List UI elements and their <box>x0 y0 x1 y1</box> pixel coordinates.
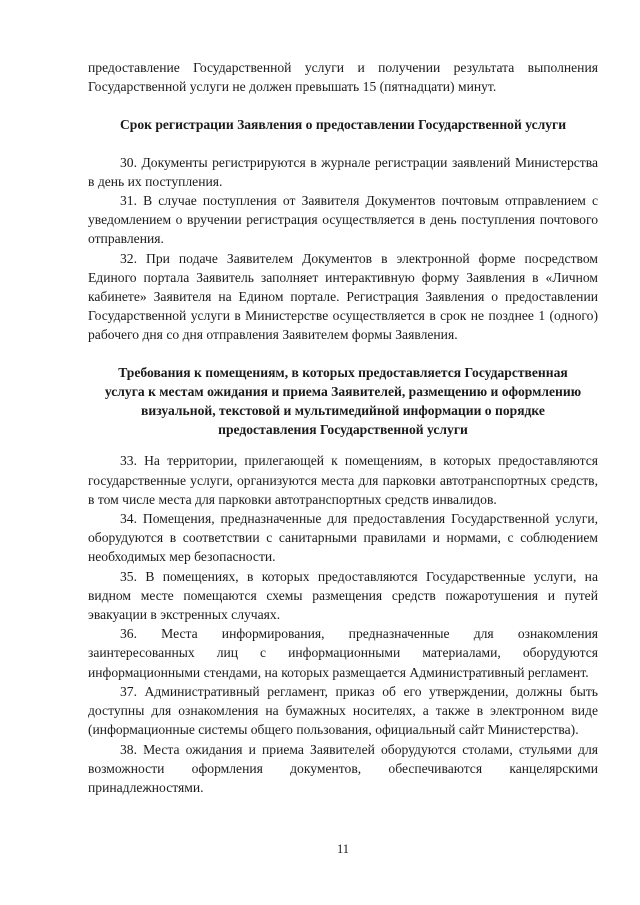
section-heading-registration-term: Срок регистрации Заявления о предоставлении Государственной услуги <box>119 117 567 133</box>
paragraph-32: 32. При подаче Заявителем Документов в электронной форме посредством Единого портала Заявитель заполняет интерактивную форму Заявления в «Личном кабинете» Заявителя на Едином портале. Регистрация Заявления о предоставлении Государственной услуги в Министерстве осуществляется в срок не позднее 1 (одного) рабочего дня со дня отправления Заявителем формы Заявления. <box>88 250 598 343</box>
section-heading-premises-requirements: Требования к помещениям, в которых предоставляется Государственная услуга к местам ожидания и приема Заявителей, размещению и оформлению визуальной, текстовой и мультимедийной информации о порядке предоставления Государственной услуги <box>104 364 582 438</box>
paragraph-34: 34. Помещения, предназначенные для предоставления Государственной услуги, оборудуются в соответствии с санитарными правилами и нормами, с соблюдением необходимых мер безопасности. <box>88 511 598 565</box>
intro-continuation-paragraph: предоставление Государственной услуги и получении результата выполнения Государственной услуги не должен превышать 15 (пятнадцати) минут. <box>88 60 598 95</box>
page-number: 11 <box>336 842 350 856</box>
paragraph-37: 37. Административный регламент, приказ об его утверждении, должны быть доступны для ознакомления на бумажных носителях, а также в электронном виде (информационные системы общего пользования, официальный сайт Министерства). <box>88 683 598 738</box>
paragraph-38: 38. Места ожидания и приема Заявителей оборудуются столами, стульями для возможности оформления документов, обеспечиваются канцелярскими принадлежностями. <box>88 741 598 795</box>
paragraph-31: 31. В случае поступления от Заявителя Документов почтовым отправлением с уведомлением о вручении регистрация осуществляется в день поступления почтового отправления. <box>88 193 598 247</box>
paragraph-30: 30. Документы регистрируются в журнале регистрации заявлений Министерства в день их поступления. <box>88 154 598 189</box>
paragraph-35: 35. В помещениях, в которых предоставляются Государственные услуги, на видном месте помещаются схемы размещения средств пожаротушения и путей эвакуации в экстренных случаях. <box>88 568 598 623</box>
paragraph-36: 36. Места информирования, предназначенные для ознакомления заинтересованных лиц с информационными материалами, оборудуются информационными стендами, на которых размещается Административный регламент. <box>88 626 598 680</box>
paragraph-33: 33. На территории, прилегающей к помещениям, в которых предоставляются государственные услуги, организуются места для парковки автотранспортных средств, в том числе места для парковки автотранспортных средств инвалидов. <box>88 453 598 507</box>
